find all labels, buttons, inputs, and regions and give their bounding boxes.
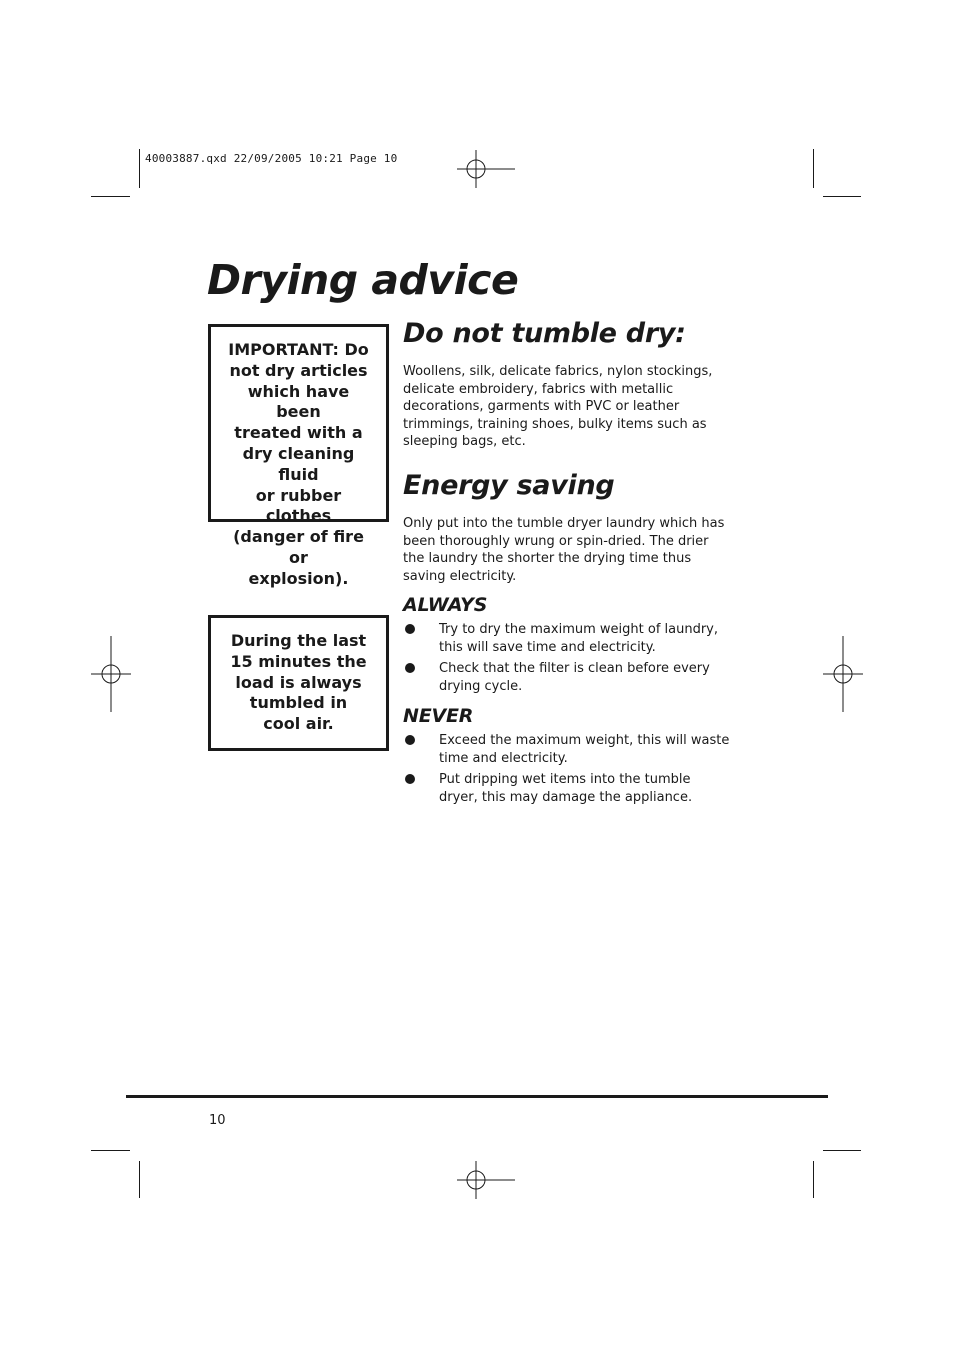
text-line: drying cycle. [439,678,523,694]
text-line: Woollens, silk, delicate fabrics, nylon stockings, [403,364,713,379]
text-line: dryer, this may damage the appliance. [439,789,693,805]
warning-line: explosion). [248,568,349,588]
text-line: this will save time and electricity. [439,639,656,655]
registration-mark-left-icon [91,636,131,712]
bullet-icon [405,735,415,745]
text-line: Only put into the tumble dryer laundry which has [403,516,725,531]
text-line: time and electricity. [439,750,568,766]
text-line: Put dripping wet items into the tumble [439,772,691,787]
note-line: tumbled in [249,693,348,713]
note-line: load is always [235,672,362,692]
always-list [403,621,748,699]
warning-line: treated with a [234,423,363,443]
list-item [403,660,748,695]
text-line: been thoroughly wrung or spin-dried. The drier [403,533,709,549]
always-heading: ALWAYS [403,594,488,616]
text-line: Check that the filter is clean before every [439,661,710,676]
energy-saving-text [403,515,748,585]
text-line: decorations, garments with PVC or leather [403,399,680,414]
warning-line: dry cleaning fluid [242,443,355,484]
energy-saving-heading: Energy saving [403,470,615,501]
registration-mark-bottom-icon [457,1161,515,1199]
print-slug: 40003887.qxd 22/09/2005 10:21 Page 10 [145,152,398,165]
important-warning-box [208,324,389,588]
bullet-icon [405,663,415,673]
list-item [403,732,748,767]
warning-line: or rubber clothes [255,485,342,526]
text-line: Try to dry the maximum weight of laundry, [439,622,719,637]
cool-air-note-box [208,615,389,751]
warning-line: which have been [247,381,350,422]
page-title: Drying advice [207,256,519,304]
note-line: During the last [230,631,367,650]
do-not-tumble-text [403,363,748,451]
text-line: delicate embroidery, fabrics with metallic [403,381,674,397]
do-not-tumble-heading: Do not tumble dry: [403,318,686,349]
bullet-icon [405,624,415,634]
registration-mark-right-icon [823,636,863,712]
text-line: saving electricity. [403,568,517,584]
footer-rule [126,1095,828,1098]
never-list [403,732,748,810]
text-line: sleeping bags, etc. [403,434,526,449]
list-item [403,621,748,656]
page-number: 10 [209,1113,226,1128]
list-item [403,771,748,806]
warning-line: (danger of fire or [233,527,364,567]
bullet-icon [405,774,415,784]
warning-line: IMPORTANT: Do [228,340,369,359]
text-line: the laundry the shorter the drying time thus [403,551,692,566]
text-line: trimmings, training shoes, bulky items such as [403,416,707,432]
warning-line: not dry articles [229,360,368,380]
text-line: Exceed the maximum weight, this will waste [439,733,730,748]
note-line: 15 minutes the [230,651,367,671]
never-heading: NEVER [403,705,474,727]
registration-mark-top-icon [457,150,515,188]
note-line: cool air. [263,714,334,734]
